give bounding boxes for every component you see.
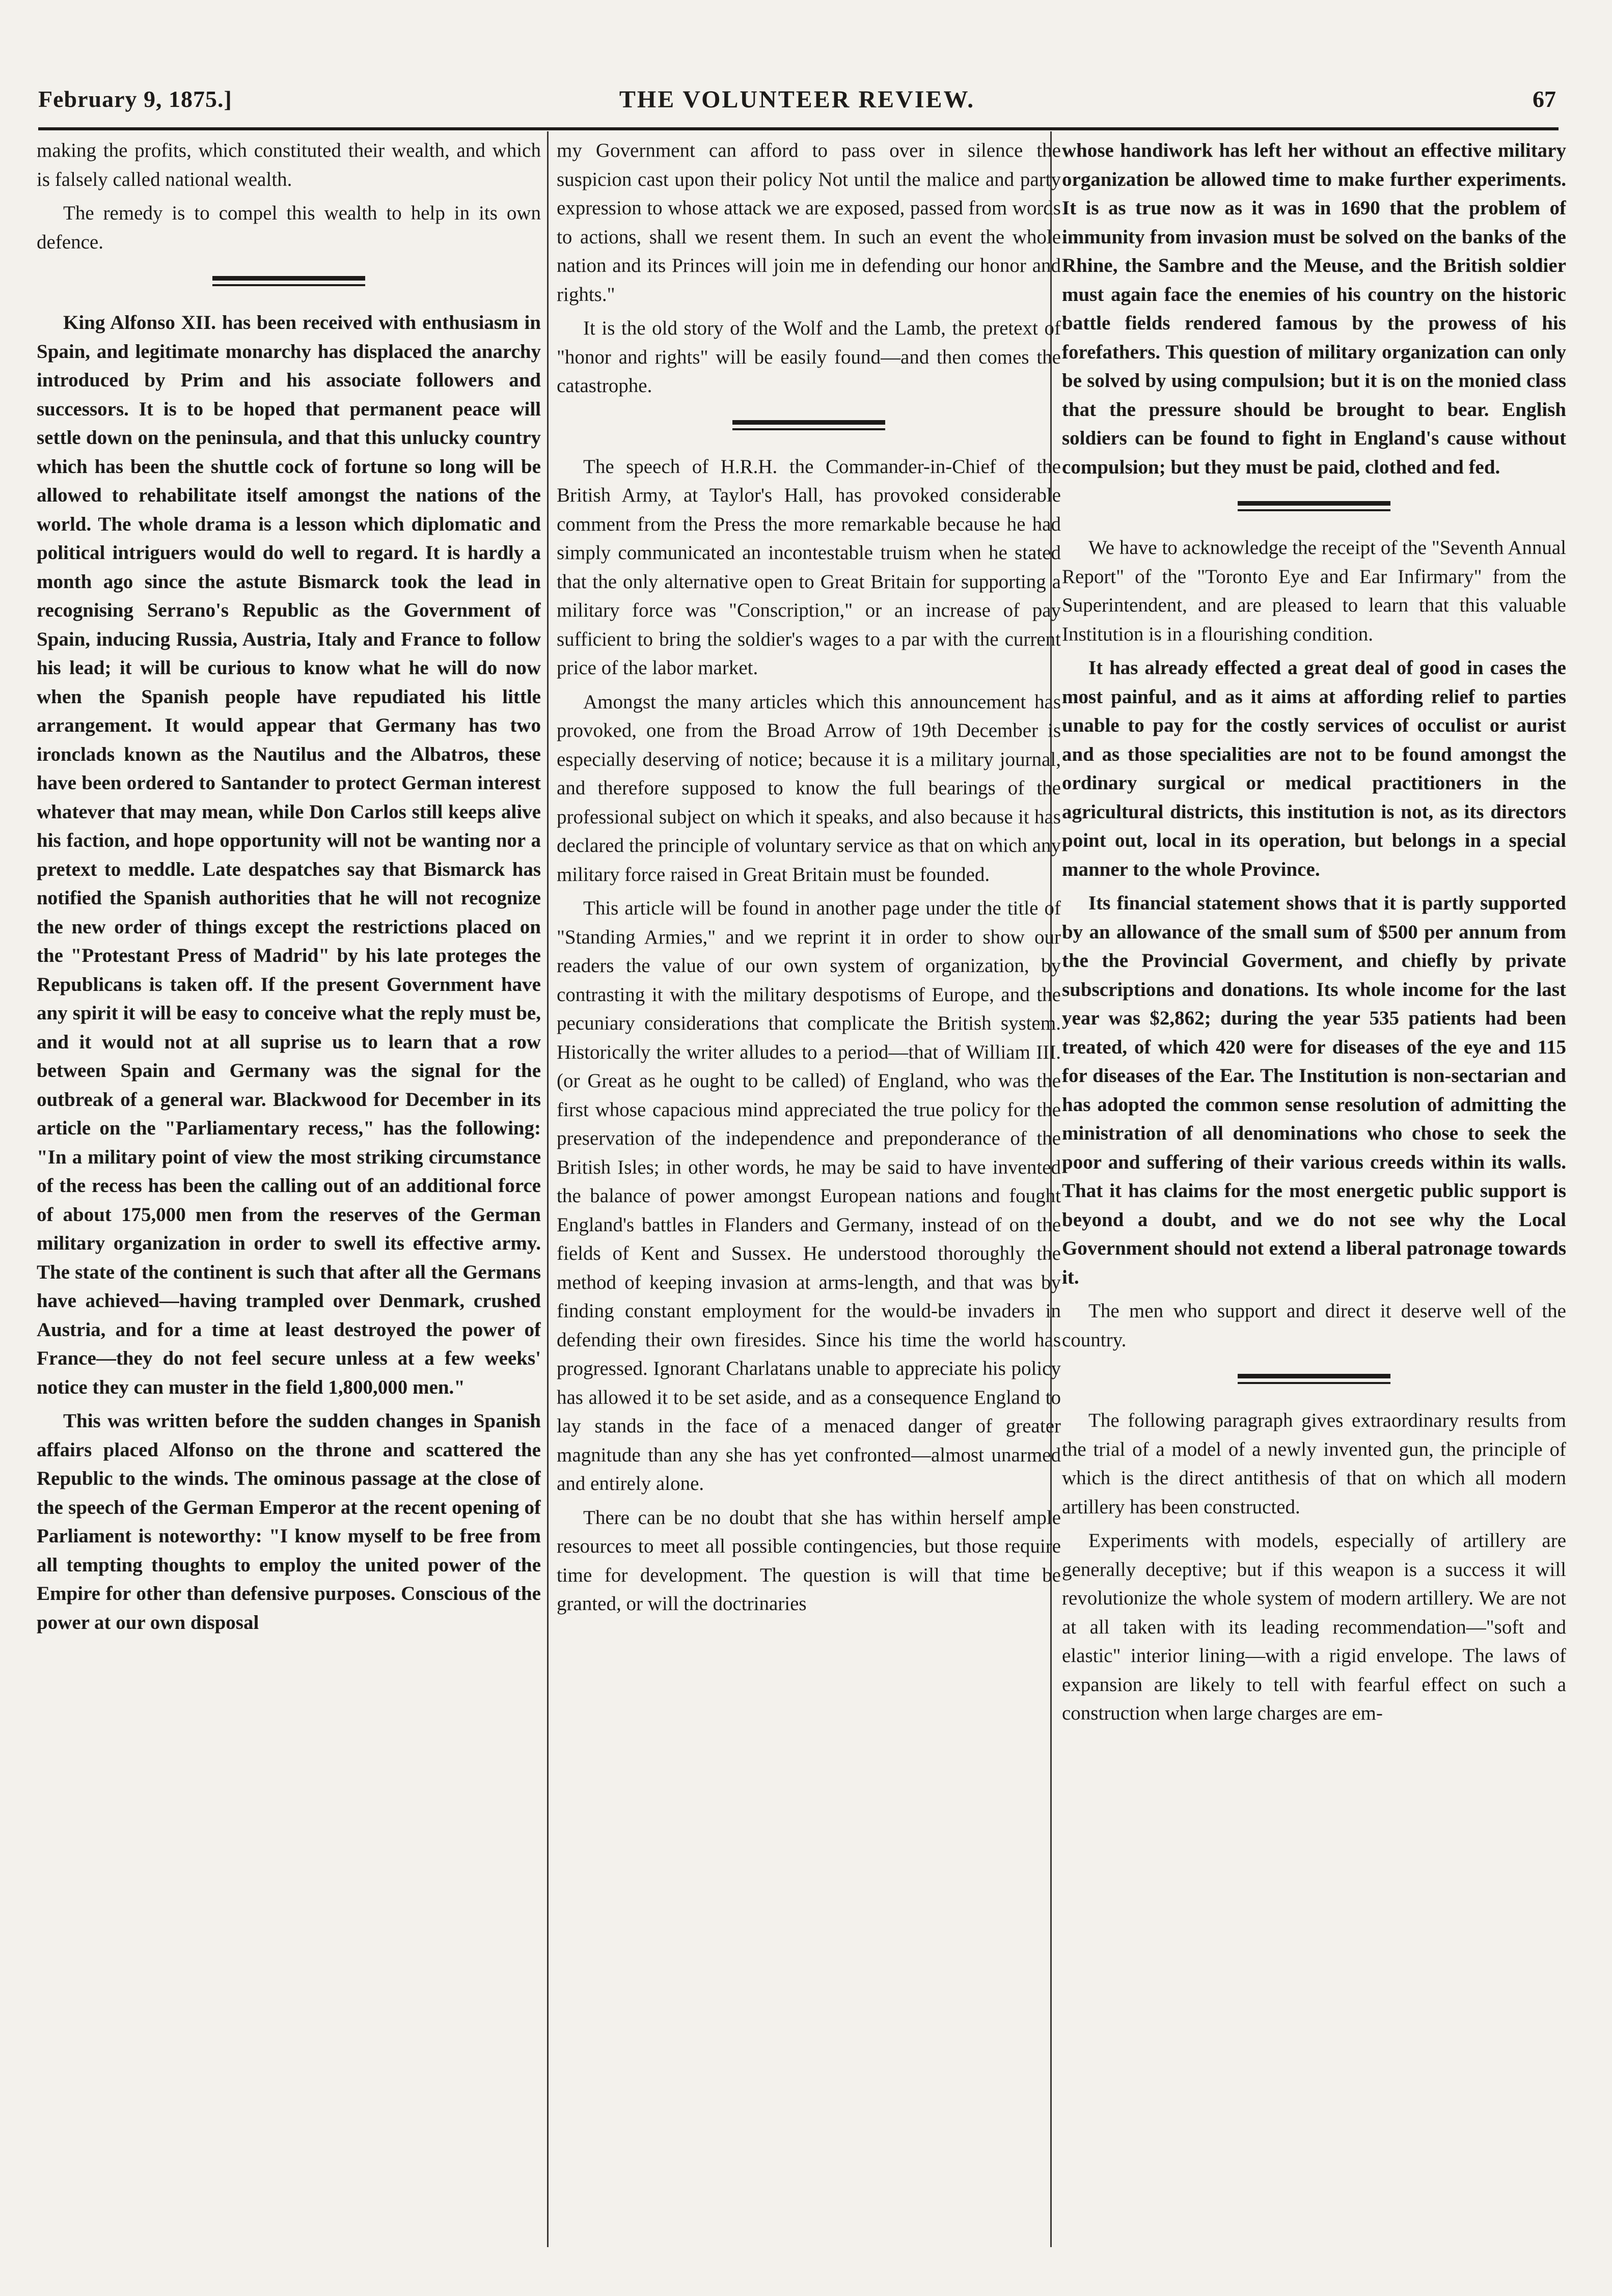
paragraph: The following paragraph gives extraordinary results from the trial of a model of a newly invented gun, the principle of which is the direct antithesis of that on which all modern artillery has been constructed.	[1062, 1409, 1566, 1518]
paragraph: There can be no doubt that she has within herself ample resources to meet all possible contingencies, but those require time for development. The question is will that time be granted, or will the doctrinaries	[557, 1506, 1061, 1615]
section-separator	[37, 261, 541, 305]
column-divider	[547, 131, 549, 2247]
issue-date: February 9, 1875.]	[38, 86, 232, 112]
section-separator	[1062, 486, 1566, 530]
paragraph: It is the old story of the Wolf and the Lamb, the pretext of "honor and rights" will be easily found—and then comes the catastrophe.	[557, 317, 1061, 397]
column-middle	[557, 136, 1061, 2234]
header-rule	[38, 127, 1559, 130]
paragraph: This was written before the sudden changes in Spanish affairs placed Alfonso on the throne and scattered the Republic to the winds. The ominous passage at the close of the speech of the German Emperor at the recent opening of Parliament is noteworthy: "I know myself to be free from all tempting thoughts to employ the united power of the Empire for other than defensive purposes. Conscious of the power at our own disposal	[37, 1410, 541, 1634]
section-separator	[557, 405, 1061, 449]
paragraph: making the profits, which constituted their wealth, and which is falsely called national wealth.	[37, 140, 541, 190]
paragraph: The men who support and direct it deserve well of the country.	[1062, 1300, 1566, 1351]
paragraph: We have to acknowledge the receipt of the "Seventh Annual Report" of the "Toronto Eye and Ear Infirmary" from the Superintendent, and are pleased to learn that this valuable Institution is in a flourishing condition.	[1062, 537, 1566, 645]
paragraph: my Government can afford to pass over in silence the suspicion cast upon their policy Not until the malice and party expression to whose attack we are exposed, passed from words to actions, shall we resent them. In such an event the whole nation and its Princes will join me in defending our honor and rights."	[557, 140, 1061, 306]
paragraph: whose handiwork has left her without an effective military organization be allowed time to make further experiments. It is as true now as it was in 1690 that the problem of immunity from invasion must be solved on the banks of the Rhine, the Sambre and the Meuse, and the British soldier must again face the enemies of his country on the historic battle fields rendered famous by the prowess of his forefathers. This question of military organization can only be solved by using compulsion; but it is on the monied class that the pressure should be brought to bear. English soldiers can be found to fight in England's cause without compulsion; but they must be paid, clothed and fed.	[1062, 140, 1566, 478]
column-left	[37, 136, 541, 2234]
paragraph: The remedy is to compel this wealth to help in its own defence.	[37, 202, 541, 253]
paragraph: It has already effected a great deal of good in cases the most painful, and as it aims at affording relief to parties unable to pay for the costly services of occulist or aurist and as those specialities are not to be found amongst the ordinary surgical or medical practitioners in the agricultural districts, this institution is not, as its directors point out, local in its operation, but belongs in a special manner to the whole Province.	[1062, 657, 1566, 880]
paragraph: The speech of H.R.H. the Commander-in-Chief of the British Army, at Taylor's Hall, has provoked considerable comment from the Press the more remarkable because he had simply communicated an incontestable truism when he stated that the only alternative open to Great Britain for supporting a military force was "Conscription," or an increase of pay sufficient to bring the soldier's wages to a par with the current price of the labor market.	[557, 455, 1061, 679]
masthead-title: THE VOLUNTEER REVIEW.	[619, 86, 975, 113]
paragraph: Its financial statement shows that it is partly supported by an allowance of the small sum of $500 per annum from the the Provincial Goverment, and chiefly by private subscriptions and donations. Its whole income for the last year was $2,862; during the year 535 patients had been treated, of which 420 were for diseases of the eye and 115 for diseases of the Ear. The Institution is non-sectarian and has adopted the common sense resolution of admitting the ministration of all denominations who chose to seek the poor and suffering of their various creeds within its walls. That it has claims for the most energetic public support is beyond a doubt, and we do not see why the Local Government should not extend a liberal patronage towards it.	[1062, 892, 1566, 1288]
paragraph: This article will be found in another page under the title of "Standing Armies," and we reprint it in order to show our readers the value of our own system of organization, by contrasting it with the military despotisms of Europe, and the pecuniary considerations that complicate the British system. Historically the writer alludes to a period—that of William III. (or Great as he ought to be called) of England, who was the first whose capacious mind appreciated the true policy for the preservation of the independence and preponderance of the British Isles; in other words, he may be said to have invented the balance of power amongst European nations and fought England's battles in Flanders and Germany, instead of on the fields of Kent and Sussex. He understood thoroughly the method of keeping invasion at arms-length, and that was by finding constant employment for the would-be invaders in defending their own firesides. Since his time the world has progressed. Ignorant Charlatans unable to appreciate his policy has allowed it to be set aside, and as a consequence England to lay stands in the face of a menaced danger of greater magnitude than any she has yet confronted—almost unarmed and entirely alone.	[557, 897, 1061, 1495]
page-header	[38, 86, 1556, 121]
paragraph: Amongst the many articles which this announcement has provoked, one from the Broad Arrow of 19th December is especially deserving of notice; because it is a military journal, and therefore supposed to know the full bearings of the professional subject on which it speaks, and also because it has declared the principle of voluntary service as that on which any military force raised in Great Britain must be founded.	[557, 690, 1061, 886]
paragraph: King Alfonso XII. has been received with enthusiasm in Spain, and legitimate monarchy has displaced the anarchy introduced by Prim and his associate followers and successors. It is to be hoped that permanent peace will settle down on the peninsula, and that this unlucky country which has been the shuttle cock of fortune so long will be allowed to rehabilitate itself amongst the nations of the world. The whole drama is a lesson which diplomatic and political intriguers would do well to regard. It is hardly a month ago since the astute Bismarck took the lead in recognising Serrano's Republic as the Government of Spain, inducing Russia, Austria, Italy and France to follow his lead; it will be curious to know what he will do now when the Spanish people have repudiated his little arrangement. It would appear that Germany has two ironclads known as the Nautilus and the Albatros, these have been ordered to Santander to protect German interest whatever that may mean, while Don Carlos still keeps alive his faction, and hope opportunity will not be wanting nor a pretext to meddle. Late despatches say that Bismarck has notified the Spanish authorities that he will not recognize the new order of things except the restrictions placed on the "Protestant Press of Madrid" by his late proteges the Republicans is taken off. If the present Government have any spirit it will be easy to conceive what the reply must be, and it would not at all suprise us to learn that a row between Spain and Germany was the signal for the outbreak of a general war. Blackwood for December in its article on the "Parliamentary recess," has the following: "In a military point of view the most striking circumstance of the recess has been the calling out of an additional force of about 175,000 men from the reserves of the German military organization in order to swell its effective army. The state of the continent is such that after all the Germans have achieved—having trampled over Denmark, crushed Austria, and for a time at least destroyed the power of France—they do not feel secure unless at a few weeks' notice they can muster in the field 1,800,000 men."	[37, 312, 541, 1398]
page-number: 67	[1533, 86, 1556, 112]
paragraph: Experiments with models, especially of artillery are generally deceptive; but if this weapon is a success it will revolutionize the whole system of modern artillery. We are not at all taken with its leading recommendation—"soft and elastic" interior lining—with a rigid envelope. The laws of expansion are likely to tell with fearful effect on such a construction when large charges are em-	[1062, 1530, 1566, 1724]
section-separator	[1062, 1359, 1566, 1402]
column-right	[1062, 136, 1566, 2234]
